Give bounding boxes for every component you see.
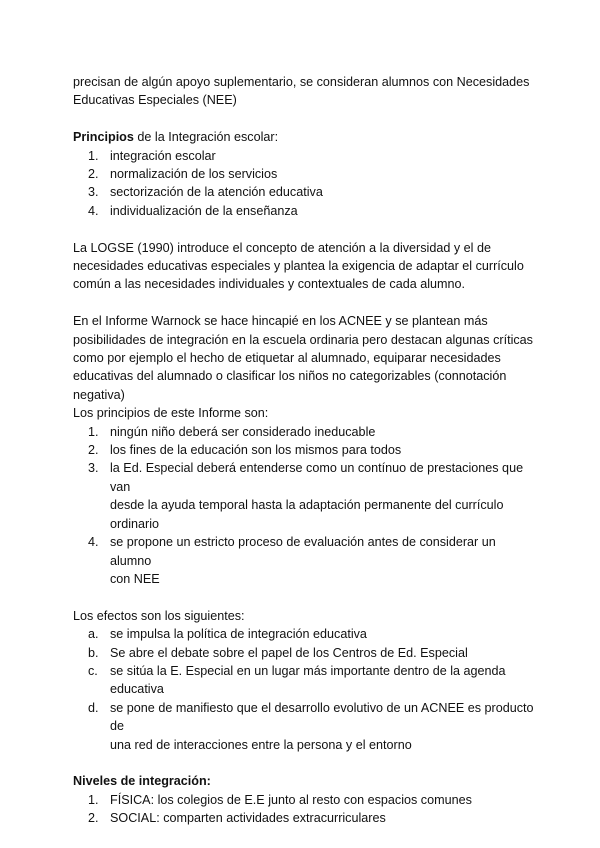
warnock-principles-list <box>73 423 540 589</box>
list-item <box>73 202 540 220</box>
list-item <box>73 662 540 699</box>
logse-paragraph <box>73 239 540 294</box>
paragraph-line: común a las necesidades individuales y contextuales de cada alumno. <box>73 277 466 292</box>
efectos-list <box>73 625 540 754</box>
intro-paragraph <box>73 73 540 110</box>
list-marker: 3. <box>88 461 99 476</box>
list-item-text: integración escolar <box>110 148 216 163</box>
list-item-text: ordinario <box>110 516 160 531</box>
list-item-text: FÍSICA: los colegios de E.E junto al resto con espacios comunes <box>110 792 472 807</box>
list-item <box>73 644 540 662</box>
list-marker: a. <box>88 627 99 642</box>
list-marker: 2. <box>88 167 99 182</box>
list-marker: 2. <box>88 811 99 826</box>
niveles-heading <box>73 772 540 790</box>
list-item <box>73 625 540 643</box>
list-marker: d. <box>88 700 99 715</box>
paragraph-line: educativas del alumnado o clasificar los niños no categorizables (connotación <box>73 369 507 384</box>
list-item-text: una red de interacciones entre la persona y el entorno <box>110 737 412 752</box>
niveles-heading-bold: Niveles de integración: <box>73 774 211 789</box>
list-item <box>73 165 540 183</box>
list-item-text: la Ed. Especial deberá entenderse como un contínuo de prestaciones que van <box>110 461 524 494</box>
list-item-text: ningún niño deberá ser considerado ineducable <box>110 424 376 439</box>
list-item-text: se sitúa la E. Especial en un lugar más importante dentro de la agenda <box>110 663 506 678</box>
list-marker: 1. <box>88 792 99 807</box>
list-item-text: normalización de los servicios <box>110 167 278 182</box>
intro-line: Educativas Especiales (NEE) <box>73 93 237 108</box>
list-item-text: se pone de manifiesto que el desarrollo evolutivo de un ACNEE es producto de <box>110 700 534 734</box>
list-item-text: los fines de la educación son los mismos para todos <box>110 443 402 458</box>
paragraph-line: como por ejemplo el hecho de etiquetar al alumnado, equiparar necesidades <box>73 351 501 366</box>
warnock-paragraph <box>73 312 540 404</box>
list-item-text: con NEE <box>110 571 160 586</box>
intro-line: precisan de algún apoyo suplementario, se consideran alumnos con Necesidades <box>73 75 530 89</box>
list-marker: 4. <box>88 203 99 218</box>
list-item <box>73 147 540 165</box>
list-marker: 3. <box>88 185 99 200</box>
list-item <box>73 183 540 201</box>
principios-heading-bold: Principios <box>73 130 134 145</box>
niveles-list <box>73 791 540 828</box>
principios-heading <box>73 128 540 146</box>
paragraph-line: posibilidades de integración en la escuela ordinaria pero destacan algunas críticas <box>73 332 533 347</box>
list-item <box>73 809 540 827</box>
list-item-text: se impulsa la política de integración educativa <box>110 627 367 642</box>
list-item <box>73 459 540 533</box>
principios-list <box>73 147 540 221</box>
list-item <box>73 423 540 441</box>
efectos-intro: Los efectos son los siguientes: <box>73 608 245 623</box>
list-item-text: Se abre el debate sobre el papel de los Centros de Ed. Especial <box>110 645 468 660</box>
list-marker: 4. <box>88 535 99 550</box>
list-item-text: educativa <box>110 682 164 697</box>
list-marker: b. <box>88 645 99 660</box>
list-item <box>73 699 540 754</box>
paragraph-line: En el Informe Warnock se hace hincapié en los ACNEE y se plantean más <box>73 314 488 329</box>
list-item-text: se propone un estricto proceso de evaluación antes de considerar un alumno <box>110 535 496 568</box>
list-item <box>73 441 540 459</box>
warnock-principles-intro: Los principios de este Informe son: <box>73 406 269 421</box>
list-item-text: SOCIAL: comparten actividades extracurriculares <box>110 811 386 826</box>
list-marker: 1. <box>88 424 99 439</box>
list-item <box>73 791 540 809</box>
list-marker: 2. <box>88 443 99 458</box>
paragraph-line: La LOGSE (1990) introduce el concepto de atención a la diversidad y el de <box>73 240 491 255</box>
paragraph-line: necesidades educativas especiales y plantea la exigencia de adaptar el currículo <box>73 259 524 274</box>
list-marker: 1. <box>88 148 99 163</box>
paragraph-line: negativa) <box>73 387 125 402</box>
list-item-text: sectorización de la atención educativa <box>110 185 323 200</box>
list-marker: c. <box>88 663 98 678</box>
principios-heading-rest: de la Integración escolar: <box>133 130 279 145</box>
list-item-text: individualización de la enseñanza <box>110 203 298 218</box>
list-item-text: desde la ayuda temporal hasta la adaptación permanente del currículo <box>110 498 504 513</box>
list-item <box>73 533 540 588</box>
